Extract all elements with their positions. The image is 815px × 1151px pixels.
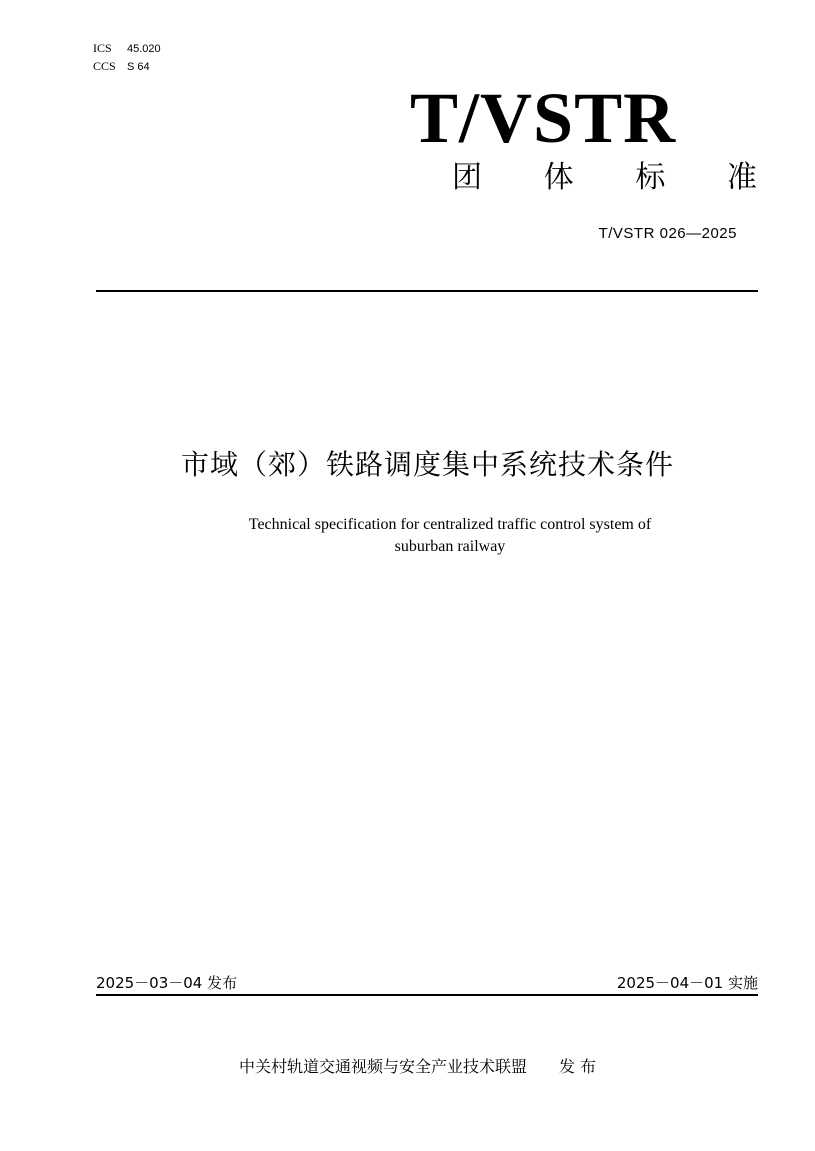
- top-divider: [96, 290, 758, 292]
- classification-codes: [93, 40, 161, 76]
- ics-row: [93, 40, 161, 58]
- ics-value: 45.020: [127, 43, 161, 55]
- ccs-value: S 64: [127, 61, 150, 73]
- brand-subtitle-char: 体: [543, 160, 574, 195]
- brand-subtitle-char: 标: [635, 160, 666, 195]
- title-english-line2: suburban railway: [394, 538, 506, 555]
- title-chinese: 市域（郊）铁路调度集中系统技术条件: [180, 448, 674, 481]
- ics-label: ICS: [93, 41, 112, 55]
- ccs-label: CCS: [93, 59, 116, 73]
- brand-subtitle-char: 团: [452, 160, 482, 195]
- issue-date: 2025－03－04 发布: [96, 974, 238, 992]
- title-english: [0, 514, 815, 558]
- brand-subtitle-char: 准: [726, 160, 757, 195]
- publisher-name: 中关村轨道交通视频与安全产业技术联盟: [238, 1057, 527, 1076]
- brand-subtitle: [452, 156, 757, 200]
- title-english-line1: Technical specification for centralized traffic control system of: [248, 516, 652, 533]
- brand-code: T/VSTR: [410, 78, 677, 158]
- implement-date: 2025－04－01 实施: [616, 974, 758, 992]
- publisher-action: 发 布: [558, 1057, 597, 1076]
- publisher: [0, 1054, 815, 1077]
- ccs-row: [93, 58, 161, 76]
- bottom-divider: [96, 994, 758, 996]
- standard-number: T/VSTR 026—2025: [598, 225, 737, 242]
